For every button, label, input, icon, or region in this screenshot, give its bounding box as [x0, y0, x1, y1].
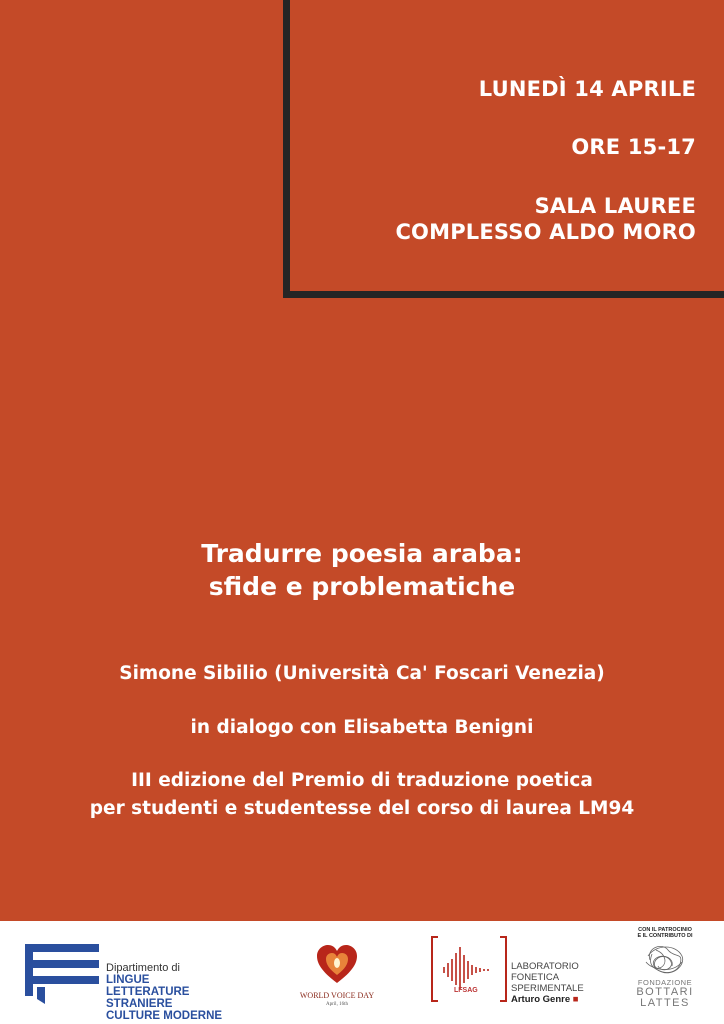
- lfsag-line4: Arturo Genre ■: [511, 994, 579, 1005]
- world-voice-day-text: [298, 991, 376, 1009]
- world-voice-day-name: WORLD VOICE DAY: [299, 991, 375, 1000]
- bottari-label: BOTTARI: [636, 986, 694, 998]
- department-prefix: Dipartimento di: [106, 962, 180, 974]
- world-voice-day-logo: [298, 943, 376, 1013]
- lfsag-logo: [430, 935, 584, 1005]
- dialogue-partner: in dialogo con Elisabetta Benigni: [190, 717, 534, 738]
- department-line3: CULTURE MODERNE: [106, 1010, 223, 1022]
- patronage-note: [620, 927, 710, 939]
- lfsag-line2: FONETICA: [511, 972, 560, 983]
- department-emblem-icon: [23, 941, 103, 1007]
- speaker: Simone Sibilio (Università Ca' Foscari Venezia): [119, 663, 605, 684]
- event-venue: [395, 193, 696, 245]
- department-name: [106, 962, 253, 1022]
- fondazione-label: FONDAZIONE: [637, 978, 693, 987]
- lfsag-name: [511, 961, 584, 1005]
- event-date: LUNEDÌ 14 APRILE: [478, 77, 696, 101]
- department-logo: [23, 941, 253, 1022]
- knot-icon: [642, 940, 688, 978]
- bottari-lattes-logo: [620, 927, 710, 1019]
- lfsag-line1: LABORATORIO: [511, 961, 579, 972]
- edition-line1: III edizione del Premio di traduzione poetica: [131, 770, 593, 791]
- sponsor-footer: [0, 921, 724, 1024]
- talk-title: [0, 537, 724, 603]
- department-line1: LINGUE: [106, 974, 150, 986]
- event-time: ORE 15-17: [571, 135, 696, 159]
- edition-info: [0, 767, 724, 823]
- heart-icon: [315, 943, 359, 987]
- lattes-label: LATTES: [640, 997, 690, 1009]
- lfsag-founder: Arturo Genre: [511, 994, 571, 1005]
- lfsag-line3: SPERIMENTALE: [511, 983, 584, 994]
- talk-title-line1: Tradurre poesia araba:: [201, 539, 523, 568]
- venue-building: COMPLESSO ALDO MORO: [395, 220, 696, 244]
- venue-room: SALA LAUREE: [534, 194, 696, 218]
- lfsag-abbreviation: LFSAG: [454, 987, 478, 994]
- talk-title-line2: sfide e problematiche: [208, 572, 516, 601]
- waveform-icon: [430, 935, 508, 1005]
- edition-line2: per studenti e studentesse del corso di laurea LM94: [89, 798, 635, 819]
- world-voice-day-date: April, 16th: [326, 1002, 348, 1007]
- patronage-line1: CON IL PATROCINIO: [638, 927, 692, 933]
- department-line2: LETTERATURE STRANIERE: [106, 986, 190, 1010]
- patronage-line2: E IL CONTRIBUTO DI: [637, 933, 693, 939]
